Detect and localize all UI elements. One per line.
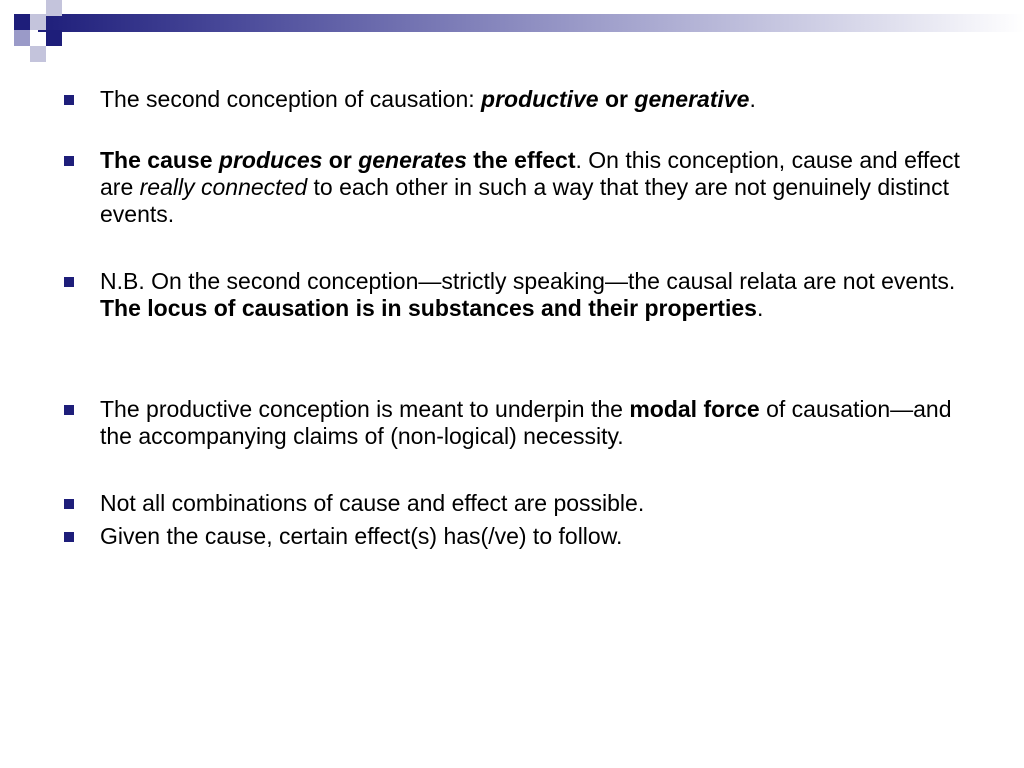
text-run: generative	[634, 86, 750, 112]
bullet-text	[100, 86, 756, 112]
text-run: or	[598, 86, 635, 112]
square-bullet-icon	[64, 277, 74, 287]
text-run: .	[756, 295, 764, 321]
text-run: .	[749, 86, 756, 112]
bullet-item	[62, 147, 972, 228]
text-run: or	[322, 147, 359, 173]
text-run: Not all combinations of cause and effect are possible.	[100, 490, 645, 516]
header-gradient-bar	[38, 14, 1024, 32]
bullet-text	[100, 147, 960, 227]
header-square-icon	[30, 46, 46, 62]
header-square-icon	[14, 14, 30, 30]
text-run: N.B. On the second conception—strictly speaking—the causal relata are not events.	[100, 268, 956, 294]
text-run: . On this conception, cause and effect are	[100, 147, 960, 200]
square-bullet-icon	[64, 532, 74, 542]
text-run: the effect	[466, 147, 576, 173]
text-run: to each other in such a way that they are not genuinely distinct events.	[100, 174, 949, 227]
header-square-icon	[14, 30, 30, 46]
bullet-item	[62, 490, 972, 517]
bullet-text	[100, 396, 952, 449]
text-run: The locus of causation is in substances and their properties	[100, 295, 757, 321]
bullet-text	[100, 268, 955, 321]
square-bullet-icon	[64, 95, 74, 105]
header-square-icon	[46, 30, 62, 46]
bullet-text	[100, 523, 622, 549]
bullet-item	[62, 523, 972, 550]
text-run: The productive conception is meant to underpin the	[100, 396, 630, 422]
square-bullet-icon	[64, 405, 74, 415]
text-run: really connected	[139, 174, 308, 200]
text-run: of causation—and the accompanying claims of (non-logical) necessity.	[100, 396, 952, 449]
square-bullet-icon	[64, 499, 74, 509]
text-run: productive	[481, 86, 599, 112]
bullet-item	[62, 396, 972, 450]
bullet-text	[100, 490, 644, 516]
header-square-icon	[30, 14, 46, 30]
square-bullet-icon	[64, 156, 74, 166]
text-run: The cause	[100, 147, 219, 173]
bullet-item	[62, 86, 972, 113]
bullet-item	[62, 268, 972, 322]
text-run: generates	[358, 147, 467, 173]
text-run: Given the cause, certain effect(s) has(/ve) to follow.	[100, 523, 623, 549]
slide-content	[62, 86, 972, 550]
text-run: modal force	[629, 396, 760, 422]
text-run: produces	[218, 147, 323, 173]
text-run: The second conception of causation:	[100, 86, 482, 112]
header-square-icon	[46, 0, 62, 16]
